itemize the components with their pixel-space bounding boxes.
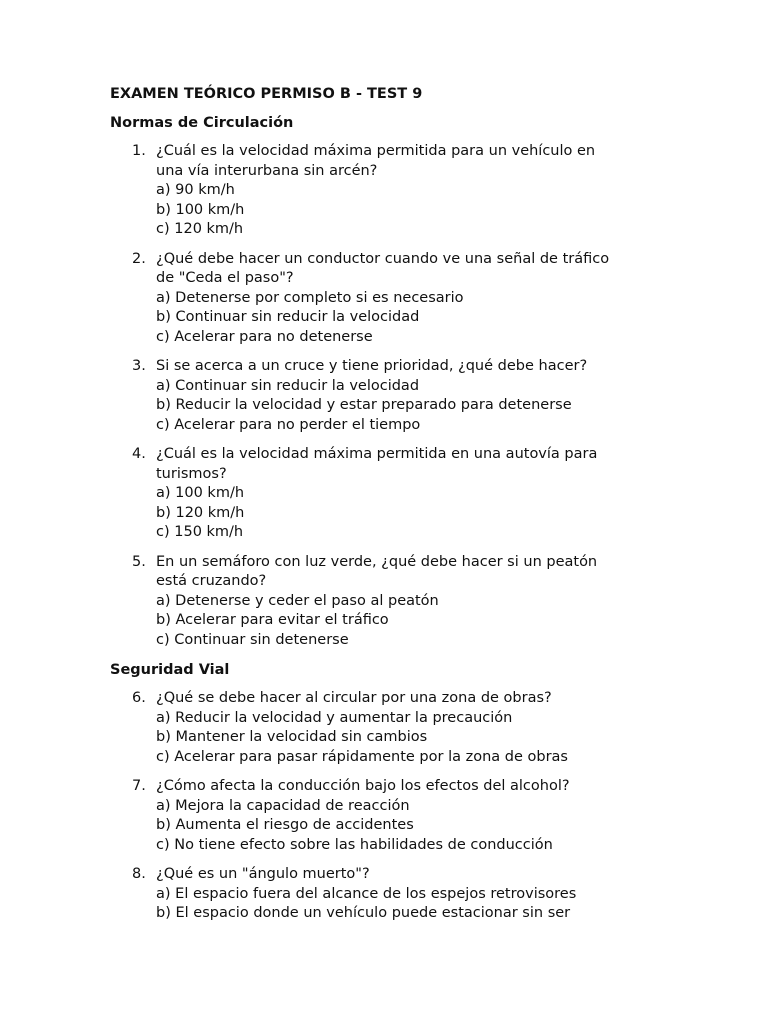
- question-number: 7.: [132, 778, 146, 794]
- question-number: 4.: [132, 446, 146, 462]
- question-number: 5.: [132, 553, 146, 570]
- question-number: 1.: [132, 143, 146, 159]
- sections-container: [110, 113, 670, 924]
- answer-option: b) Acelerar para evitar el tráfico: [156, 612, 389, 628]
- answer-option: a) Detenerse y ceder el paso al peatón: [156, 592, 439, 609]
- question-number: 2.: [132, 250, 146, 267]
- question-number: 6.: [132, 690, 146, 706]
- answer-option: b) Mantener la velocidad sin cambios: [156, 729, 428, 745]
- question-item: [110, 689, 670, 767]
- answer-option: b) 120 km/h: [156, 504, 245, 521]
- answer-option: c) 120 km/h: [156, 221, 244, 237]
- document-title: EXAMEN TEÓRICO PERMISO B - TEST 9: [110, 86, 423, 102]
- question-item: [110, 142, 670, 240]
- answer-option: b) Reducir la velocidad y estar preparado para detenerse: [156, 397, 572, 413]
- question-text-line: una vía interurbana sin arcén?: [156, 162, 378, 179]
- question-text-line: ¿Qué es un "ángulo muerto"?: [156, 866, 370, 882]
- answer-option: c) Continuar sin detenerse: [156, 631, 349, 648]
- question-text-line: turismos?: [156, 465, 227, 482]
- question-item: [110, 445, 670, 543]
- question-item: [110, 357, 670, 435]
- answer-option: c) Acelerar para pasar rápidamente por la zona de obras: [156, 748, 568, 765]
- answer-option: c) Acelerar para no perder el tiempo: [156, 416, 421, 433]
- answer-option: a) El espacio fuera del alcance de los espejos retrovisores: [156, 885, 577, 902]
- question-text-line: ¿Cómo afecta la conducción bajo los efectos del alcohol?: [156, 778, 570, 794]
- question-text-line: está cruzando?: [156, 573, 267, 589]
- answer-option: a) Reducir la velocidad y aumentar la precaución: [156, 709, 513, 726]
- section-heading: Normas de Circulación: [110, 115, 294, 131]
- answer-option: a) Detenerse por completo si es necesario: [156, 289, 464, 306]
- question-text-line: ¿Cuál es la velocidad máxima permitida para un vehículo en: [156, 143, 596, 159]
- answer-option: c) 150 km/h: [156, 524, 244, 540]
- question-number: 3.: [132, 358, 146, 374]
- answer-option: c) Acelerar para no detenerse: [156, 328, 373, 345]
- question-item: [110, 777, 670, 855]
- document-page: [110, 84, 670, 934]
- answer-option: b) 100 km/h: [156, 201, 245, 218]
- question-number: 8.: [132, 866, 146, 882]
- question-text-line: ¿Qué debe hacer un conductor cuando ve una señal de tráfico: [156, 250, 610, 267]
- answer-option: a) Continuar sin reducir la velocidad: [156, 377, 420, 394]
- answer-option: a) 90 km/h: [156, 182, 235, 198]
- answer-option: b) El espacio donde un vehículo puede estacionar sin ser: [156, 905, 571, 921]
- question-item: [110, 250, 670, 348]
- question-text-line: ¿Cuál es la velocidad máxima permitida en una autovía para: [156, 446, 598, 462]
- question-text-line: de "Ceda el paso"?: [156, 270, 294, 286]
- question-text-line: Si se acerca a un cruce y tiene prioridad, ¿qué debe hacer?: [156, 358, 588, 374]
- section-heading: Seguridad Vial: [110, 662, 230, 678]
- question-item: [110, 865, 670, 924]
- answer-option: a) Mejora la capacidad de reacción: [156, 797, 410, 814]
- question-text-line: ¿Qué se debe hacer al circular por una zona de obras?: [156, 690, 552, 706]
- answer-option: b) Continuar sin reducir la velocidad: [156, 309, 420, 325]
- answer-option: c) No tiene efecto sobre las habilidades de conducción: [156, 836, 553, 853]
- question-item: [110, 553, 670, 651]
- answer-option: b) Aumenta el riesgo de accidentes: [156, 817, 414, 833]
- answer-option: a) 100 km/h: [156, 485, 245, 501]
- question-text-line: En un semáforo con luz verde, ¿qué debe hacer si un peatón: [156, 553, 598, 570]
